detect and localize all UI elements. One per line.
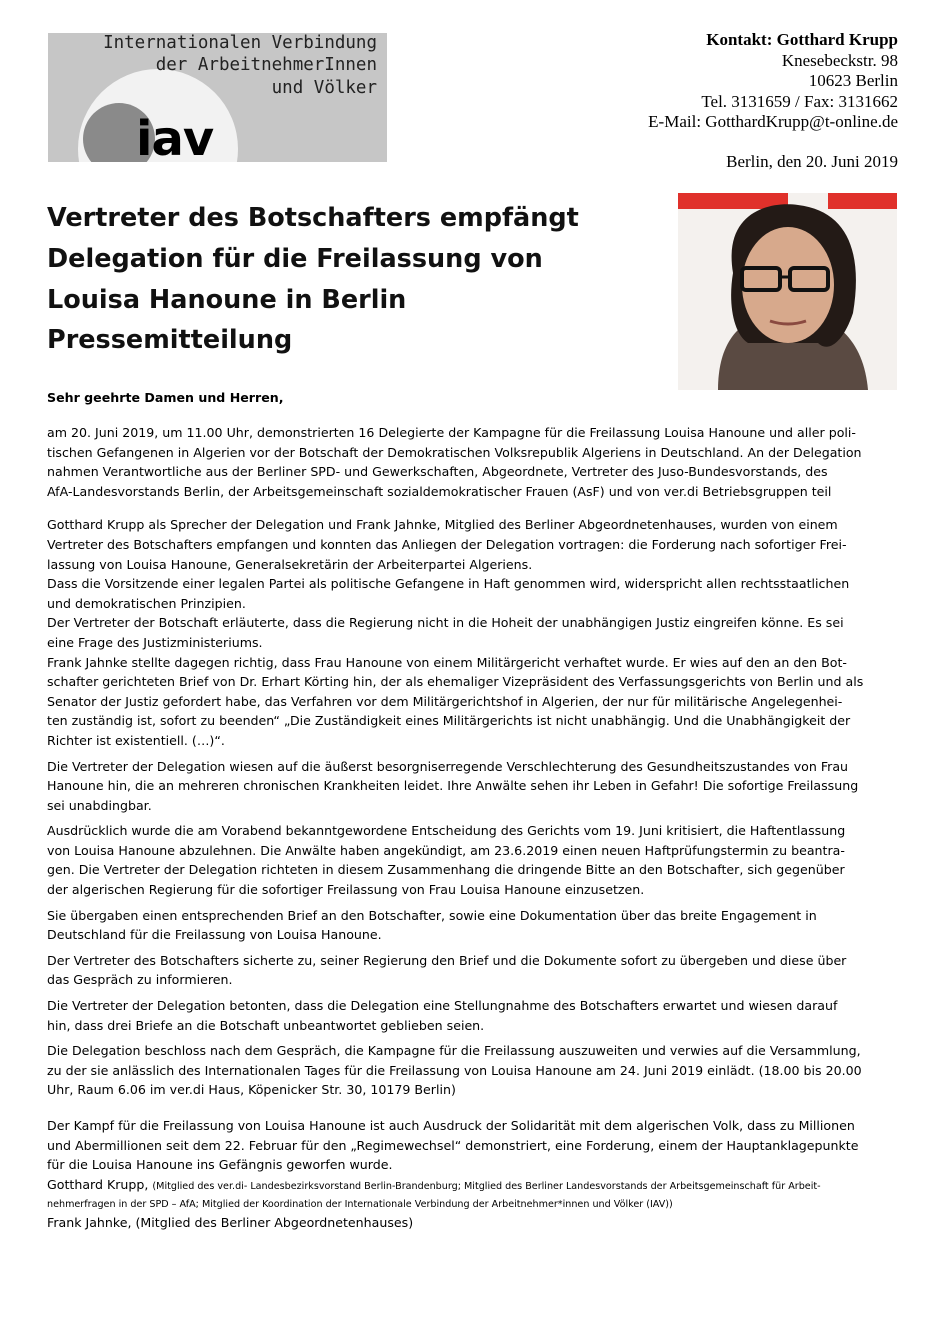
text-line: und Abermillionen seit dem 22. Februar für den „Regimewechsel“ demonstriert, eine Forderung, einem der Hauptanklagepunkte bbox=[47, 1137, 859, 1153]
text-line: ten zuständig ist, sofort zu beenden“ „Die Zuständigkeit eines Militärgerichts ist nicht unabhängig. Und die Unabhängigkeit der bbox=[47, 713, 851, 729]
text-line: Vertreter des Botschafters empfangen und konnten das Anliegen der Delegation vortragen: die Forderung nach sofortiger Frei- bbox=[47, 536, 847, 552]
text-line: Dass die Vorsitzende einer legalen Partei als politische Gefangene in Haft genommen wird, widerspricht allen rechtsstaatlichen bbox=[47, 576, 850, 592]
text-line: Der Vertreter des Botschafters sicherte zu, seiner Regierung den Brief und die Dokumente sofort zu übergeben und diese über bbox=[47, 952, 847, 968]
letter-date: Berlin, den 20. Juni 2019 bbox=[726, 152, 898, 171]
text-line: AfA-Landesvorstands Berlin, der Arbeitsgemeinschaft sozialdemokratischer Frauen (AsF) und von ver.di Betriebsgruppen teil bbox=[47, 483, 832, 499]
paragraph-2 bbox=[47, 515, 898, 750]
paragraph-9 bbox=[47, 1116, 898, 1175]
logo-org-line-2: der ArbeitnehmerInnen bbox=[155, 55, 377, 75]
paragraph-5 bbox=[47, 906, 898, 945]
text-line: und demokratischen Prinzipien. bbox=[47, 595, 246, 611]
text-line: Sie übergaben einen entsprechenden Brief an den Botschafter, sowie eine Dokumentation über das breite Engagement in bbox=[47, 907, 817, 923]
text-line: Richter ist existentiell. (…)“. bbox=[47, 732, 225, 748]
text-line: Die Vertreter der Delegation betonten, dass die Delegation eine Stellungnahme des Botschafters erwartet und wiesen darauf bbox=[47, 998, 838, 1014]
contact-block bbox=[648, 30, 898, 133]
headline bbox=[47, 198, 607, 321]
logo-org-line-3: und Völker bbox=[271, 78, 377, 98]
contact-phone: Tel. 3131659 / Fax: 3131662 bbox=[701, 91, 898, 111]
signature-note: (Mitglied des ver.di- Landesbezirksvorstand Berlin-Brandenburg; Mitglied des Berliner Landesvorstands der Arbeitsgemeinschaft für Arbeit- bbox=[152, 1180, 821, 1192]
logo-org-line-1: Internationalen Verbindung bbox=[103, 33, 377, 53]
text-line: lassung von Louisa Hanoune, Generalsekretärin der Arbeiterpartei Algeriens. bbox=[47, 556, 533, 572]
text-line: das Gespräch zu informieren. bbox=[47, 972, 233, 988]
body-text bbox=[47, 423, 898, 1233]
text-line: Der Kampf für die Freilassung von Louisa Hanoune ist auch Ausdruck der Solidarität mit dem algerischen Volk, dass zu Millionen bbox=[47, 1118, 855, 1133]
signature-jahnke bbox=[47, 1213, 898, 1233]
text-line: für die Louisa Hanoune ins Gefängnis geworfen wurde. bbox=[47, 1157, 393, 1173]
text-line: Senator der Justiz gefordert habe, das Verfahren vor dem Militärgerichtshof in Algerien, der nur für militärische Angelegenhei- bbox=[47, 693, 843, 709]
text-line: schafter gerichteten Brief von Dr. Erhart Körting hin, der als ehemaliger Vizepräsident des Verfassungsgerichts von Berlin und als bbox=[47, 674, 864, 690]
text-line: Frank Jahnke stellte dagegen richtig, dass Frau Hanoune von einem Militärgericht verhaftet wurde. Er wies auf den an den Bot- bbox=[47, 654, 847, 670]
text-line: zu der sie anlässlich des Internationalen Tages für die Freilassung von Louisa Hanoune am 24. Juni 2019 einlädt. (18.00 bis 20.00 bbox=[47, 1062, 862, 1078]
signature-name: Frank Jahnke, bbox=[47, 1214, 132, 1230]
text-line: von Louisa Hanoune abzulehnen. Die Anwälte haben angekündigt, am 23.6.2019 einen neuen Haftprüfungstermin zu beantra- bbox=[47, 842, 845, 858]
contact-email[interactable]: E-Mail: GotthardKrupp@t-online.de bbox=[648, 112, 898, 131]
contact-name: Kontakt: Gotthard Krupp bbox=[706, 30, 898, 49]
signature-note: (Mitglied des Berliner Abgeordnetenhauses) bbox=[135, 1214, 414, 1230]
headline-line: Delegation für die Freilassung von bbox=[47, 244, 543, 274]
text-line: der algerischen Regierung für die sofortiger Freilassung von Frau Louisa Hanoune einzusetzen. bbox=[47, 882, 645, 898]
paragraph-4 bbox=[47, 821, 898, 899]
signature-krupp bbox=[47, 1177, 898, 1213]
portrait-photo bbox=[678, 193, 897, 390]
paragraph-3 bbox=[47, 757, 898, 816]
logo-abbr: iav bbox=[136, 111, 214, 162]
contact-city: 10623 Berlin bbox=[808, 71, 898, 90]
headline-line: Vertreter des Botschafters empfängt bbox=[47, 203, 579, 233]
text-line: eine Frage des Justizministeriums. bbox=[47, 634, 263, 650]
contact-street: Knesebeckstr. 98 bbox=[781, 50, 898, 70]
text-line: Ausdrücklich wurde die am Vorabend bekanntgewordene Entscheidung des Gerichts vom 19. Juni kritisiert, die Haftentlassung bbox=[47, 823, 846, 839]
text-line: nahmen Verantwortliche aus der Berliner SPD- und Gewerkschaften, Abgeordnete, Vertreter des Juso-Bundesvorstands, des bbox=[47, 464, 828, 480]
headline-line: Louisa Hanoune in Berlin bbox=[47, 285, 407, 315]
text-line: tischen Gefangenen in Algerien vor der Botschaft der Demokratischen Volksrepublik Algeriens in Deutschland. An der Delegation bbox=[47, 444, 862, 460]
document-type: Pressemitteilung bbox=[47, 325, 293, 355]
text-line: hin, dass drei Briefe an die Botschaft unbeantwortet geblieben seien. bbox=[47, 1017, 485, 1033]
paragraph-8 bbox=[47, 1041, 898, 1100]
iav-logo bbox=[48, 33, 387, 162]
text-line: Hanoune hin, die an mehreren chronischen Krankheiten leidet. Ihre Anwälte sehen ihr Leben in Gefahr! Die sofortige Freilassung bbox=[47, 778, 859, 794]
paragraph-6 bbox=[47, 951, 898, 990]
text-line: Gotthard Krupp als Sprecher der Delegation und Frank Jahnke, Mitglied des Berliner Abgeordnetenhauses, wurden von einem bbox=[47, 517, 838, 533]
paragraph-7 bbox=[47, 996, 898, 1035]
text-line: Uhr, Raum 6.06 im ver.di Haus, Köpenicker Str. 30, 10179 Berlin) bbox=[47, 1082, 456, 1098]
paragraph-1 bbox=[47, 423, 898, 501]
text-line: am 20. Juni 2019, um 11.00 Uhr, demonstrierten 16 Delegierte der Kampagne für die Freilassung Louisa Hanoune und aller poli- bbox=[47, 425, 856, 440]
salutation: Sehr geehrte Damen und Herren, bbox=[47, 390, 284, 405]
text-line: Die Delegation beschloss nach dem Gespräch, die Kampagne für die Freilassung auszuweiten und verwies auf die Versammlung, bbox=[47, 1043, 861, 1059]
signature-note: nehmerfragen in der SPD – AfA; Mitglied der Koordination der Internationale Verbindung der Arbeitnehmer*innen und Völker (IAV)) bbox=[47, 1198, 673, 1210]
text-line: Deutschland für die Freilassung von Louisa Hanoune. bbox=[47, 927, 382, 943]
signature-name: Gotthard Krupp, bbox=[47, 1176, 149, 1192]
text-line: sei unabdingbar. bbox=[47, 797, 152, 813]
text-line: Die Vertreter der Delegation wiesen auf die äußerst besorgniserregende Verschlechterung des Gesundheitszustandes von Frau bbox=[47, 758, 849, 774]
text-line: gen. Die Vertreter der Delegation richteten in diesem Zusammenhang die dringende Bitte an den Botschafter, sich gegenüber bbox=[47, 862, 845, 878]
text-line: Der Vertreter der Botschaft erläuterte, dass die Regierung nicht in die Hoheit der unabhängigen Justiz eingreifen könne. Es sei bbox=[47, 615, 844, 631]
